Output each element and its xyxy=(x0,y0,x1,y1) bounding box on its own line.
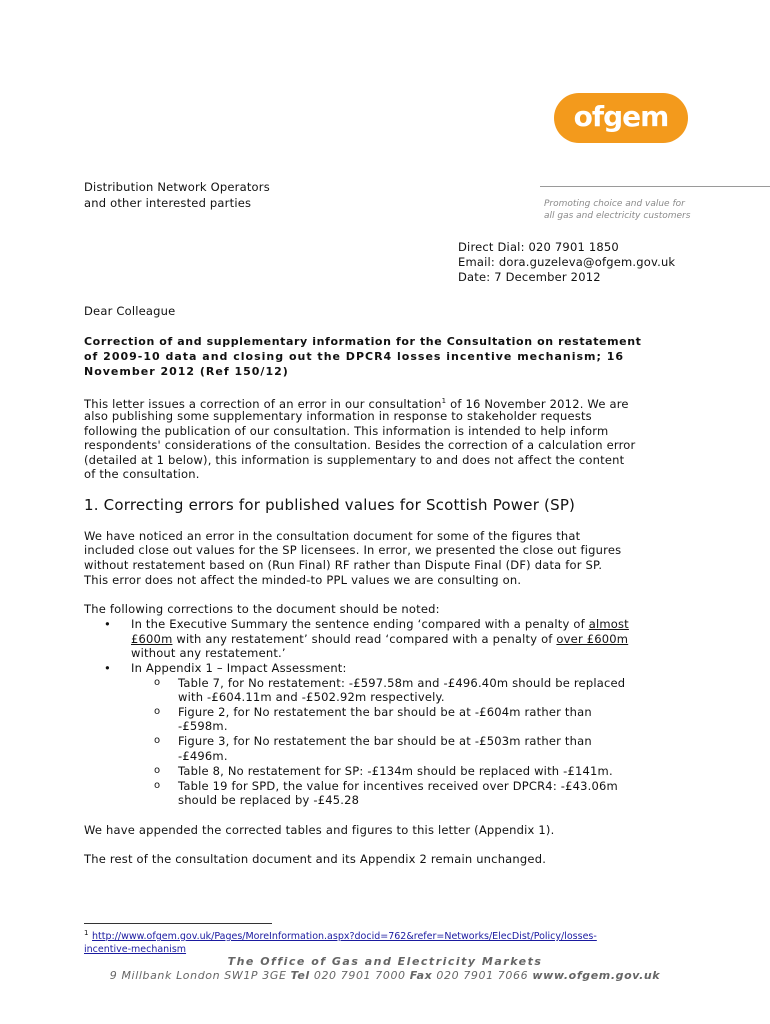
sub-bullet-marker-1: o xyxy=(154,677,161,688)
footer-fax-label: Fax xyxy=(409,969,433,982)
subject-line-2: of 2009-10 data and closing out the DPCR4 losses incentive mechanism; 16 xyxy=(84,350,625,363)
sub-bullet-1-line-2: with -£604.11m and -£502.92m respectively. xyxy=(178,690,445,704)
section-1-p1-line-2: included close out values for the SP licensees. In error, we presented the close out figures xyxy=(84,543,622,557)
bullet-disc-1: • xyxy=(104,617,111,631)
sub-bullet-marker-4: o xyxy=(154,765,161,776)
intro-line-2: also publishing some supplementary information in response to stakeholder requests xyxy=(84,409,592,423)
bullet-1-text: In the Executive Summary the sentence ending ‘compared with a penalty of xyxy=(131,617,589,631)
bullet-disc-2: • xyxy=(104,661,111,675)
section-1-p1-line-4: This error does not affect the minded-to PPL values we are consulting on. xyxy=(84,573,522,587)
footer-tel: 020 7901 7000 xyxy=(309,969,410,982)
sub-bullet-3-line-2: -£496m. xyxy=(178,749,228,763)
footnote-ref[interactable]: 1 xyxy=(441,397,447,405)
recipient-line-2: and other interested parties xyxy=(84,196,252,210)
sub-bullet-1-line-1: Table 7, for No restatement: -£597.58m and -£496.40m should be replaced xyxy=(178,676,626,690)
sub-bullet-5-line-1: Table 19 for SPD, the value for incentives received over DPCR4: -£43.06m xyxy=(178,779,618,793)
bullet-1-line-2 xyxy=(131,632,628,647)
header-rule xyxy=(540,186,770,187)
bullet-1-line-1 xyxy=(131,617,629,632)
underlined-almost: almost xyxy=(588,617,629,631)
bullet-1-line-3: without any restatement.’ xyxy=(131,646,286,660)
tagline-line-1: Promoting choice and value for xyxy=(544,199,685,209)
sub-bullet-3-line-1: Figure 3, for No restatement the bar should be at -£503m rather than xyxy=(178,734,592,748)
intro-line-3: following the publication of our consultation. This information is intended to help inform xyxy=(84,424,609,438)
email: Email: dora.guzeleva@ofgem.gov.uk xyxy=(458,255,676,269)
sub-bullet-marker-2: o xyxy=(154,706,161,717)
underlined-600m: £600m xyxy=(131,632,173,646)
intro-text-b: of 16 November 2012. We are xyxy=(446,396,629,411)
subject-line-1: Correction of and supplementary information for the Consultation on restatement xyxy=(84,335,642,348)
footnote-mark: 1 xyxy=(84,929,89,937)
footer-tel-label: Tel xyxy=(290,969,310,982)
recipient-line-1: Distribution Network Operators xyxy=(84,180,270,194)
footnote-link-line-2[interactable]: incentive-mechanism xyxy=(84,944,187,955)
intro-line-5: (detailed at 1 below), this information is supplementary to and does not affect the content xyxy=(84,453,625,467)
sub-bullet-marker-3: o xyxy=(154,735,161,746)
footer-address xyxy=(0,969,770,982)
bullet-2-text: In Appendix 1 – Impact Assessment: xyxy=(131,661,347,675)
appendix-note: We have appended the corrected tables and figures to this letter (Appendix 1). xyxy=(84,823,555,837)
intro-line-6: of the consultation. xyxy=(84,467,200,481)
footnote-rule xyxy=(84,923,272,924)
section-1-p1-line-1: We have noticed an error in the consultation document for some of the figures that xyxy=(84,529,581,543)
intro-line-4: respondents' considerations of the consultation. Besides the correction of a calculation error xyxy=(84,438,636,452)
footer-title: The Office of Gas and Electricity Markets xyxy=(227,955,543,968)
sub-bullet-marker-5: o xyxy=(154,780,161,791)
corrections-intro: The following corrections to the document should be noted: xyxy=(84,602,440,616)
footer-address-text: 9 Millbank London SW1P 3GE xyxy=(109,969,291,982)
subject-line-3: November 2012 (Ref 150/12) xyxy=(84,365,289,378)
section-1-heading: 1. Correcting errors for published values for Scottish Power (SP) xyxy=(84,496,576,514)
section-1-p1-line-3: without restatement based on (Run Final) RF rather than Dispute Final (DF) data for SP. xyxy=(84,558,603,572)
direct-dial: Direct Dial: 020 7901 1850 xyxy=(458,240,619,254)
tagline-line-2: all gas and electricity customers xyxy=(544,211,691,221)
sub-bullet-2-line-1: Figure 2, for No restatement the bar should be at -£604m rather than xyxy=(178,705,592,719)
letter-date: Date: 7 December 2012 xyxy=(458,270,601,284)
footer-web[interactable]: www.ofgem.gov.uk xyxy=(532,969,661,982)
footer-fax: 020 7901 7066 xyxy=(432,969,533,982)
intro-text-a: This letter issues a correction of an error in our consultation xyxy=(84,396,442,411)
sub-bullet-2-line-2: -£598m. xyxy=(178,719,228,733)
underlined-over-600m: over £600m xyxy=(556,632,629,646)
unchanged-note: The rest of the consultation document and its Appendix 2 remain unchanged. xyxy=(84,852,547,866)
salutation: Dear Colleague xyxy=(84,304,176,318)
sub-bullet-4-line-1: Table 8, No restatement for SP: -£134m should be replaced with -£141m. xyxy=(178,764,613,778)
bullet-1-text-b: with any restatement’ should read ‘compared with a penalty of xyxy=(172,632,557,646)
sub-bullet-5-line-2: should be replaced by -£45.28 xyxy=(178,793,360,807)
footnote-link-line-1[interactable]: http://www.ofgem.gov.uk/Pages/MoreInformation.aspx?docid=762&refer=Networks/ElecDist/Policy/losses- xyxy=(92,931,597,942)
ofgem-logo: ofgem xyxy=(554,93,688,143)
